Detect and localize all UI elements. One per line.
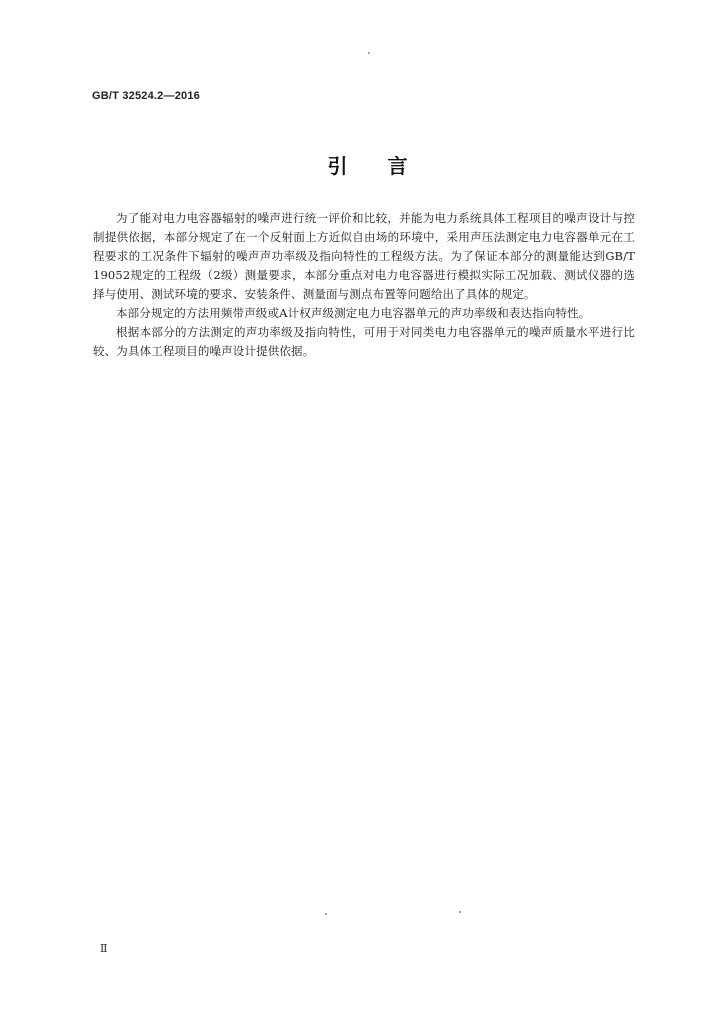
scan-speck bbox=[459, 911, 461, 913]
paragraph: 根据本部分的方法测定的声功率级及指向特性，可用于对同类电力电容器单元的噪声质量水平进行比较、为具体工程项目的噪声设计提供依据。 bbox=[93, 325, 635, 358]
scan-speck bbox=[368, 52, 370, 54]
standard-number: GB/T 32524.2—2016 bbox=[92, 90, 200, 102]
body-text bbox=[93, 209, 635, 361]
page-title: 引 言 bbox=[327, 154, 408, 178]
paragraph: 本部分规定的方法用频带声级或A计权声级测定电力电容器单元的声功率级和表达指向特性。 bbox=[116, 306, 591, 320]
page-number: Ⅱ bbox=[100, 942, 108, 955]
scan-speck bbox=[325, 913, 327, 915]
paragraph: 为了能对电力电容器辐射的噪声进行统一评价和比较，并能为电力系统具体工程项目的噪声设计与控制提供依据，本部分规定了在一个反射面上方近似自由场的环境中，采用声压法测定电力电容器单元在工程要求的工况条件下辐射的噪声声功率级及指向特性的工程级方法。为了保证本部分的测量能达到GB/T 19052规定的工程级（2级）测量要求，本部分重点对电力电容器进行模拟实际工况加载、测试仪器的选择与使用、测试环境的要求、安装条件、测量面与测点布置等问题给出了具体的规定。 bbox=[93, 211, 635, 301]
